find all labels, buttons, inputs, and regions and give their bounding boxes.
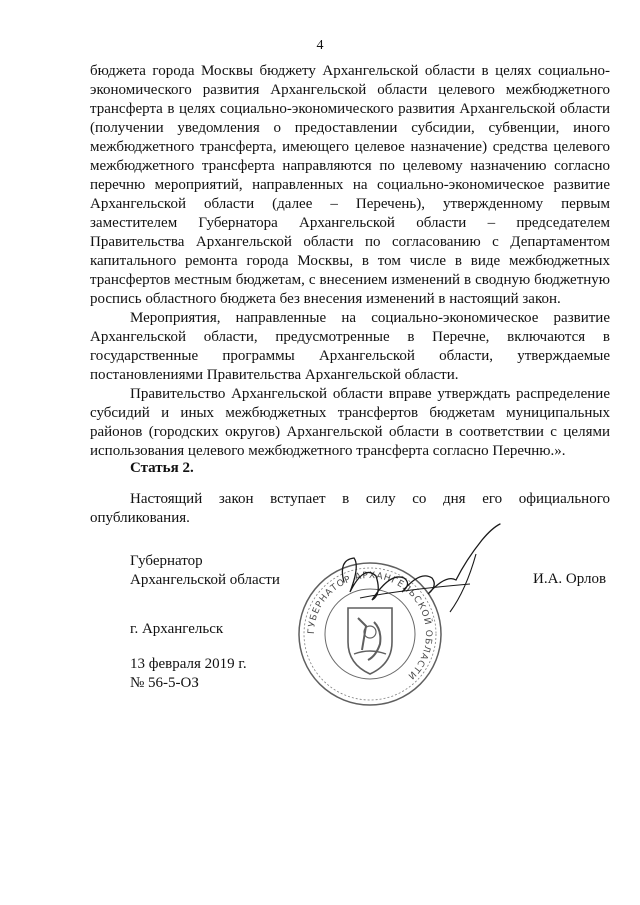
- handwritten-signature: [320, 520, 510, 620]
- governor-position-line1: Губернатор: [130, 553, 203, 569]
- governor-name: И.А. Орлов: [533, 571, 607, 587]
- page-number: 4: [316, 38, 324, 53]
- seal-ring-text: ГУБЕРНАТОР АРХАНГЕЛЬСКОЙ ОБЛАСТИ: [306, 570, 434, 682]
- paragraph-continuation: бюджета города Москвы бюджету Архангельской области в целях социально-экономического развития Архангельской области целевого межбюджетного трансферта в целях социально-экономического развития Архангельской области (получении уведомления о предоставлении субсидии, субвенции, иного межбюджетного трансферта, имеющего целевое назначение) средства целевого межбюджетного трансферта направляются по целевому назначению согласно перечню мероприятий, направленных на социально-экономическое развитие Архангельской области (далее – Перечень), утвержденному первым заместителем Губернатора Архангельской области – председателем Правительства Архангельской области по согласованию с Департаментом капитального ремонта города Москвы, в том числе в виде межбюджетных трансфертов местным бюджетам, с внесением изменений в сводную бюджетную роспись областного бюджета без внесения изменений в настоящий закон.: [90, 63, 610, 307]
- law-body-text: [90, 62, 610, 461]
- law-date: 13 февраля 2019 г.: [130, 656, 247, 672]
- article-text: Настоящий закон вступает в силу со дня его официального опубликования.: [90, 491, 610, 526]
- paragraph-government-rights: Правительство Архангельской области вправе утверждать распределение субсидий и иных межбюджетных трансфертов бюджетам муниципальных районов (городских округов) Архангельской области в соответствии с целями использования целевого межбюджетного трансферта согласно Перечню.».: [90, 386, 610, 459]
- article-title: Статья 2.: [130, 460, 194, 476]
- governor-position-line2: Архангельской области: [130, 572, 280, 588]
- law-number: № 56-5-ОЗ: [130, 675, 199, 691]
- city: г. Архангельск: [130, 621, 224, 637]
- paragraph-measures: Мероприятия, направленные на социально-экономическое развитие Архангельской области, предусмотренные в Перечне, включаются в государственные программы Архангельской области, утверждаемые постановлениями Правительства Архангельской области.: [90, 310, 610, 383]
